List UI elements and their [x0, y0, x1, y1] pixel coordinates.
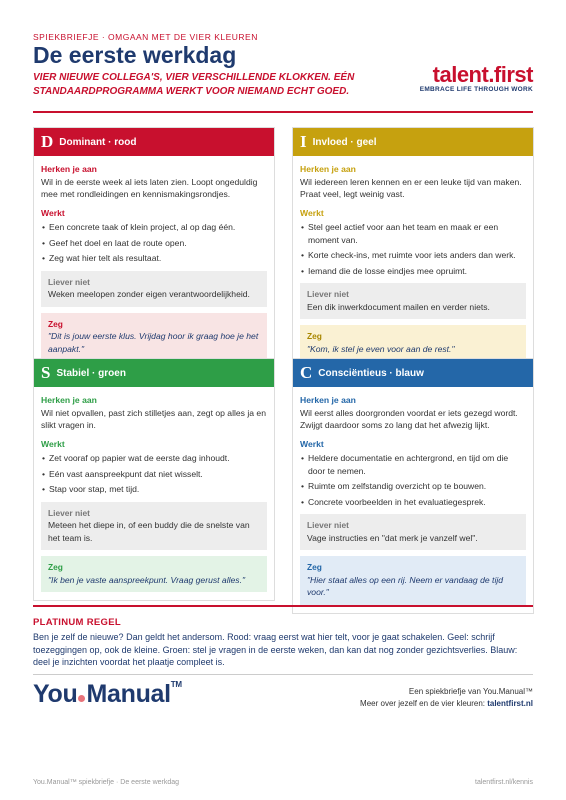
list-item: • Geef het doel en laat de route open.	[41, 237, 267, 250]
rather-not-box	[41, 271, 267, 307]
card-letter: C	[300, 363, 313, 382]
list-item: • Heldere documentatie en achtergrond, en tijd om die door te nemen.	[300, 452, 526, 477]
card-header	[34, 359, 274, 387]
recognize-text: Wil in de eerste week al iets laten zien. Loopt ongeduldig mee met rondleidingen en kennismakingsrondjes.	[41, 176, 258, 199]
card-header	[34, 128, 274, 156]
say-label: Zeg	[48, 562, 63, 572]
footer-line2	[360, 698, 533, 710]
logo-tm: TM	[170, 680, 182, 689]
list-item: • Eén vast aanspreekpunt dat niet wisselt.	[41, 468, 267, 481]
list-item: • Een concrete taak of klein project, al op dag één.	[41, 221, 267, 234]
say-box	[41, 313, 267, 362]
card-title: Dominant · rood	[59, 136, 137, 148]
footer-bottom-right[interactable]: talentfirst.nl/kennis	[475, 779, 533, 786]
recognize-text: Wil eerst alles doorgronden voordat er iets gezegd wordt. Zwijgt daardoor soms zo lang dat het afwezig lijkt.	[300, 407, 518, 430]
card-dominant	[33, 127, 275, 370]
works-label: Werkt	[41, 207, 65, 218]
header-rule	[33, 111, 533, 113]
list-item: • Iemand die de losse eindjes mee opruimt.	[300, 265, 526, 278]
works-label: Werkt	[300, 207, 324, 218]
logo-dot-icon	[78, 695, 85, 702]
rather-not-box	[300, 514, 526, 550]
logo-manual: Manual	[86, 680, 171, 708]
brand-logo	[405, 64, 533, 93]
list-item: • Concrete voorbeelden in het evaluatiegesprek.	[300, 496, 526, 509]
rather-not-box	[41, 502, 267, 551]
divider	[33, 674, 533, 675]
rather-not-label: Liever niet	[48, 276, 90, 287]
rather-not-label: Liever niet	[307, 520, 349, 530]
card-letter: S	[41, 363, 51, 382]
footer-bottom-left: You.Manual™ spiekbriefje · De eerste werkdag	[33, 779, 180, 786]
say-label: Zeg	[48, 318, 63, 329]
card-stabiel	[33, 358, 275, 601]
works-list	[300, 221, 526, 277]
works-list	[41, 221, 267, 265]
page-title: De eerste werkdag	[33, 42, 237, 68]
rather-not-text: Vage instructies en "dat merk je vanzelf wel".	[307, 532, 478, 543]
rather-not-text: Weken meelopen zonder eigen verantwoordelijkheid.	[48, 289, 250, 299]
card-letter: D	[41, 132, 54, 151]
rather-not-label: Liever niet	[48, 507, 90, 518]
say-box	[300, 325, 526, 361]
say-box	[300, 556, 526, 605]
platinum-label: PLATINUM REGEL	[33, 617, 121, 628]
recognize-label: Herken je aan	[41, 164, 97, 174]
card-title: Invloed · geel	[312, 136, 377, 148]
recognize-label: Herken je aan	[300, 164, 356, 174]
say-text: "Hier staat alles op een rij. Neem er vandaag de tijd voor."	[307, 574, 504, 597]
footer-link[interactable]: talentfirst.nl	[487, 699, 533, 708]
list-item: • Ruimte om zelfstandig overzicht op te bouwen.	[300, 480, 526, 493]
tagline: VIER NIEUWE COLLEGA'S, VIER VERSCHILLENDE KLOKKEN. EÉN STANDAARDPROGRAMMA WERKT VOOR NIEMAND ECHT GOED.	[33, 72, 355, 97]
recognize-label: Herken je aan	[300, 395, 356, 405]
rather-not-box	[300, 283, 526, 319]
footer-line2-prefix: Meer over jezelf en de vier kleuren:	[360, 699, 488, 708]
works-label: Werkt	[41, 438, 65, 449]
card-header	[293, 128, 533, 156]
works-label: Werkt	[300, 438, 324, 449]
say-text: "Kom, ik stel je even voor aan de rest."	[307, 343, 455, 354]
say-box	[41, 556, 267, 592]
card-invloed	[292, 127, 534, 370]
recognize-label: Herken je aan	[41, 395, 97, 405]
say-text: "Dit is jouw eerste klus. Vrijdag hoor ik graag hoe je het aanpakt."	[48, 331, 259, 354]
card-header	[293, 359, 533, 387]
card-title: Consciëntieus · blauw	[318, 367, 424, 379]
say-label: Zeg	[307, 562, 322, 572]
rather-not-text: Een dik inwerkdocument mailen en verder niets.	[307, 301, 490, 312]
rather-not-label: Liever niet	[307, 289, 349, 299]
recognize-text: Wil niet opvallen, past zich stilletjes aan, zegt op alles ja en slikt vragen in.	[41, 407, 266, 430]
card-conscientieus	[292, 358, 534, 614]
youmanual-logo	[33, 680, 182, 709]
kicker: SPIEKBRIEFJE · OMGAAN MET DE VIER KLEUREN	[33, 32, 258, 42]
list-item: • Stap voor stap, met tijd.	[41, 483, 267, 496]
list-item: • Zeg wat hier telt als resultaat.	[41, 252, 267, 265]
say-text: "Ik ben je vaste aanspreekpunt. Vraag gerust alles."	[48, 574, 246, 585]
card-title: Stabiel · groen	[56, 367, 126, 379]
list-item: • Zet vooraf op papier wat de eerste dag inhoudt.	[41, 452, 267, 465]
platinum-text: Ben je zelf de nieuwe? Dan geldt het andersom. Rood: vraag eerst wat hier telt, voor je gaat schakelen. Geel: schrijf toezeggingen op, ook de kleine. Groen: stel je vragen in de eerste weken, dan kan dat nog zonder gezichtsverlies. Blauw: deel je inzichten voordat het plaatje compleet is.	[33, 632, 518, 668]
rather-not-text: Meteen het diepe in, of een buddy die de snelste van het team is.	[48, 520, 250, 543]
logo-you: You	[33, 680, 78, 708]
list-item: • Stel geel actief voor aan het team en maak er een moment van.	[300, 221, 526, 246]
works-list	[300, 452, 526, 508]
works-list	[41, 452, 267, 496]
footer-line1: Een spiekbriefje van You.Manual™	[408, 687, 533, 696]
brand-name: talent.first	[432, 62, 533, 87]
say-label: Zeg	[307, 331, 322, 341]
recognize-text: Wil iedereen leren kennen en er een leuke tijd van maken. Praat veel, legt weinig vast.	[300, 176, 522, 199]
brand-slogan: EMBRACE LIFE THROUGH WORK	[419, 86, 533, 93]
platinum-rule	[33, 605, 533, 607]
card-letter: I	[300, 132, 307, 151]
footer-credit	[360, 686, 533, 710]
list-item: • Korte check-ins, met ruimte voor iets anders dan werk.	[300, 249, 526, 262]
